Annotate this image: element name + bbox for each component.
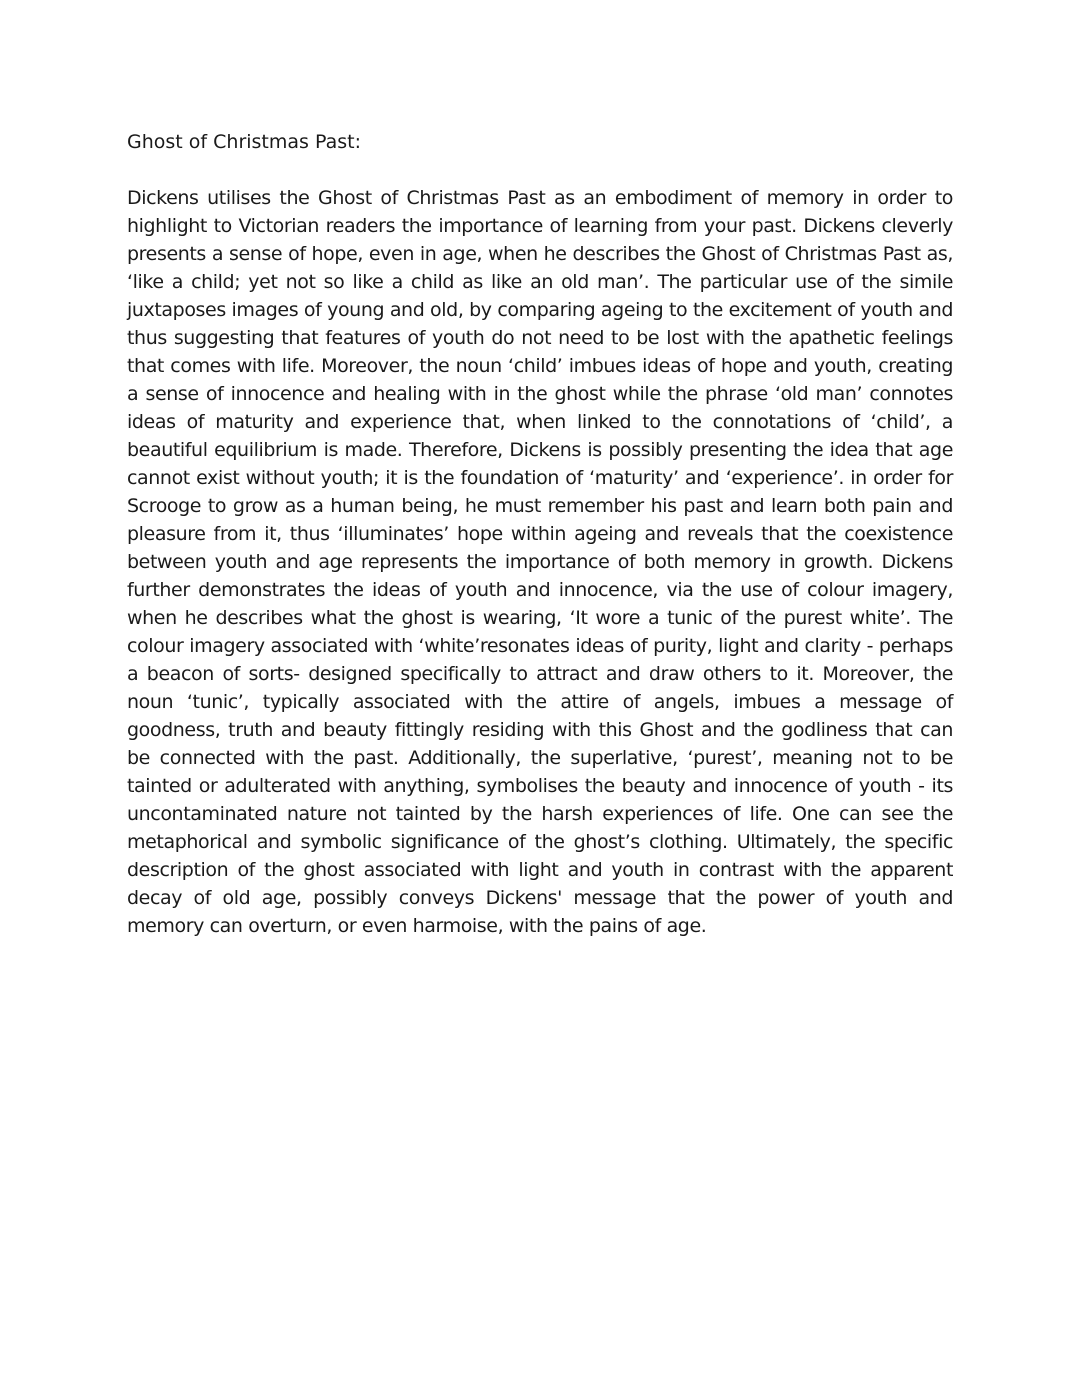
essay-paragraph: Dickens utilises the Ghost of Christmas Past as an embodiment of memory in order to highlight to Victorian readers the importance of learning from your past. Dickens cleverly presents a sense of hope, even in age, when he describes the Ghost of Christmas Past as, ‘like a child; yet not so like a child as like an old man’. The particular use of the simile juxtaposes images of young and old, by comparing ageing to the excitement of youth and thus suggesting that features of youth do not need to be lost with the apathetic feelings that comes with life. Moreover, the noun ‘child’ imbues ideas of hope and youth, creating a sense of innocence and healing with in the ghost while the phrase ‘old man’ connotes ideas of maturity and experience that, when linked to the connotations of ‘child’, a beautiful equilibrium is made. Therefore, Dickens is possibly presenting the idea that age cannot exist without youth; it is the foundation of ‘maturity’ and ‘experience’. in order for Scrooge to grow as a human being, he must remember his past and learn both pain and pleasure from it, thus ‘illuminates’ hope within ageing and reveals that the coexistence between youth and age represents the importance of both memory in growth. Dickens further demonstrates the ideas of youth and innocence, via the use of colour imagery, when he describes what the ghost is wearing, ‘It wore a tunic of the purest white’. The colour imagery associated with ‘white’resonates ideas of purity, light and clarity - perhaps a beacon of sorts- designed specifically to attract and draw others to it. Moreover, the noun ‘tunic’, typically associated with the attire of angels, imbues a message of goodness, truth and beauty fittingly residing with this Ghost and the godliness that can be connected with the past. Additionally, the superlative, ‘purest’, meaning not to be tainted or adulterated with anything, symbolises the beauty and innocence of youth - its uncontaminated nature not tainted by the harsh experiences of life. One can see the metaphorical and symbolic significance of the ghost’s clothing. Ultimately, the specific description of the ghost associated with light and youth in contrast with the apparent decay of old age, possibly conveys Dickens' message that the power of youth and memory can overturn, or even harmoise, with the pains of age. <box>127 187 953 937</box>
document-heading: Ghost of Christmas Past: <box>127 131 361 153</box>
